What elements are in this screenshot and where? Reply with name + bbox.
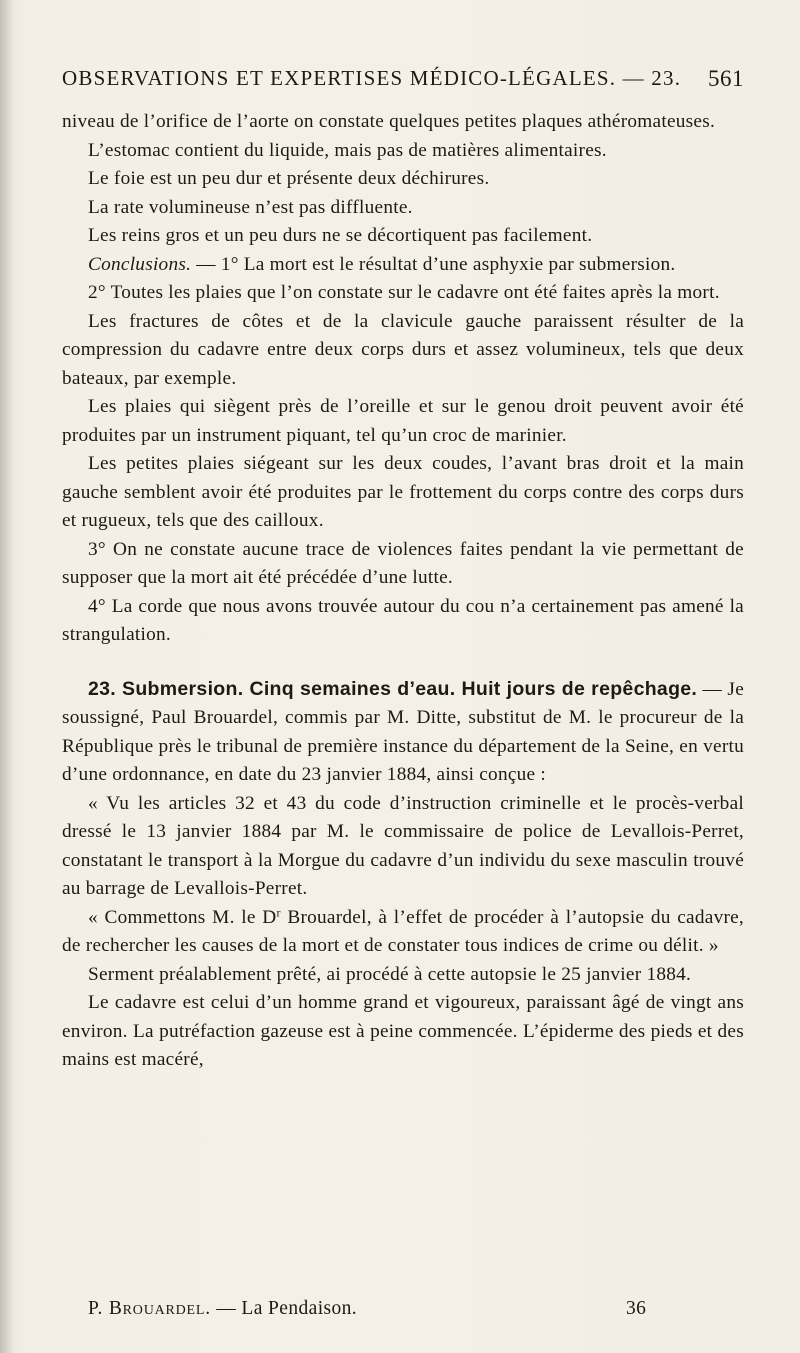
paragraph: niveau de l’orifice de l’aorte on constate quelques petites plaques athéromateuses. [62,111,716,132]
paragraph: 4° La corde que nous avons trouvée autour du cou n’a certainement pas amené la strangulation. [62,595,744,645]
running-header [62,66,744,96]
paragraph: L’estomac contient du liquide, mais pas de matières alimentaires. [88,139,607,161]
paragraph: Les reins gros et un peu durs ne se décortiquent pas facilement. [88,225,593,246]
paragraph: Le cadavre est celui d’un homme grand et vigoureux, paraissant âgé de vingt ans environ. La putréfaction gazeuse est à peine commencée. L’épiderme des pieds et des mains est macéré, [62,992,744,1070]
paragraph: 3° On ne constate aucune trace de violences faites pendant la vie permettant de supposer que la mort ait été précédée d’une lutte. [62,538,744,588]
conclusions-label: Conclusions. [88,253,192,275]
footer-author: P. Brouardel. [88,1298,211,1319]
commettons-prefix: « Commettons M. le D [88,906,277,928]
page-number: 561 [708,66,744,91]
section-paragraph [62,675,744,790]
paragraph: Serment préalablement prêté, ai procédé à cette autopsie le 25 janvier 1884. [88,963,692,985]
page-footer [88,1298,688,1320]
body-text [62,108,744,1075]
paragraph: Le foie est un peu dur et présente deux déchirures. [88,168,490,189]
superscript: r [276,904,281,919]
section-gap [62,650,744,675]
binding-shadow [0,0,14,1353]
paragraph-text: — Je soussigné, Paul Brouardel, commis par M. Ditte, substitut de M. le procureur de la République près le tribunal de première instance du département de la Seine, en vertu d’une ordonnance, en date du 23 janvier 1884, ainsi conçue : [62,678,744,785]
footer-title: — La Pendaison. [216,1298,358,1319]
paragraph-conclusions [62,251,744,280]
paragraph: « Vu les articles 32 et 43 du code d’instruction criminelle et le procès-verbal dressé le 13 janvier 1884 par M. le commissaire de police de Levallois-Perret, constatant le transport à la Morgue du cadavre d’un individu du sexe masculin trouvé au barrage de Levallois-Perret. [62,792,744,899]
paragraph: La rate volumineuse n’est pas diffluente. [88,196,413,218]
paragraph: Les plaies qui siègent près de l’oreille et sur le genou droit peuvent avoir été produites par un instrument piquant, tel qu’un croc de marinier. [62,396,744,446]
signature-mark: 36 [626,1298,647,1319]
running-title: OBSERVATIONS ET EXPERTISES MÉDICO-LÉGALES. — 23. [62,66,682,90]
paragraph: 2° Toutes les plaies que l’on constate sur le cadavre ont été faites après la mort. [88,282,720,303]
paragraph: Les fractures de côtes et de la clavicule gauche paraissent résulter de la compression du cadavre entre deux corps durs et assez volumineux, tels que deux bateaux, par exemple. [62,310,744,389]
paragraph: Les petites plaies siégeant sur les deux coudes, l’avant bras droit et la main gauche semblent avoir été produites par le frottement du corps contre des corps durs et rugueux, tels que des cailloux. [62,453,744,531]
paragraph-text: — 1° La mort est le résultat d’une asphyxie par submersion. [196,253,676,275]
paragraph [62,904,744,961]
section-title: 23. Submersion. Cinq semaines d’eau. Huit jours de repêchage. [88,677,698,700]
paragraph-text: Brouardel, à l’effet de procéder à l’autopsie du cadavre, de rechercher les causes de la mort et de constater tous indices de crime ou délit. » [62,906,745,956]
